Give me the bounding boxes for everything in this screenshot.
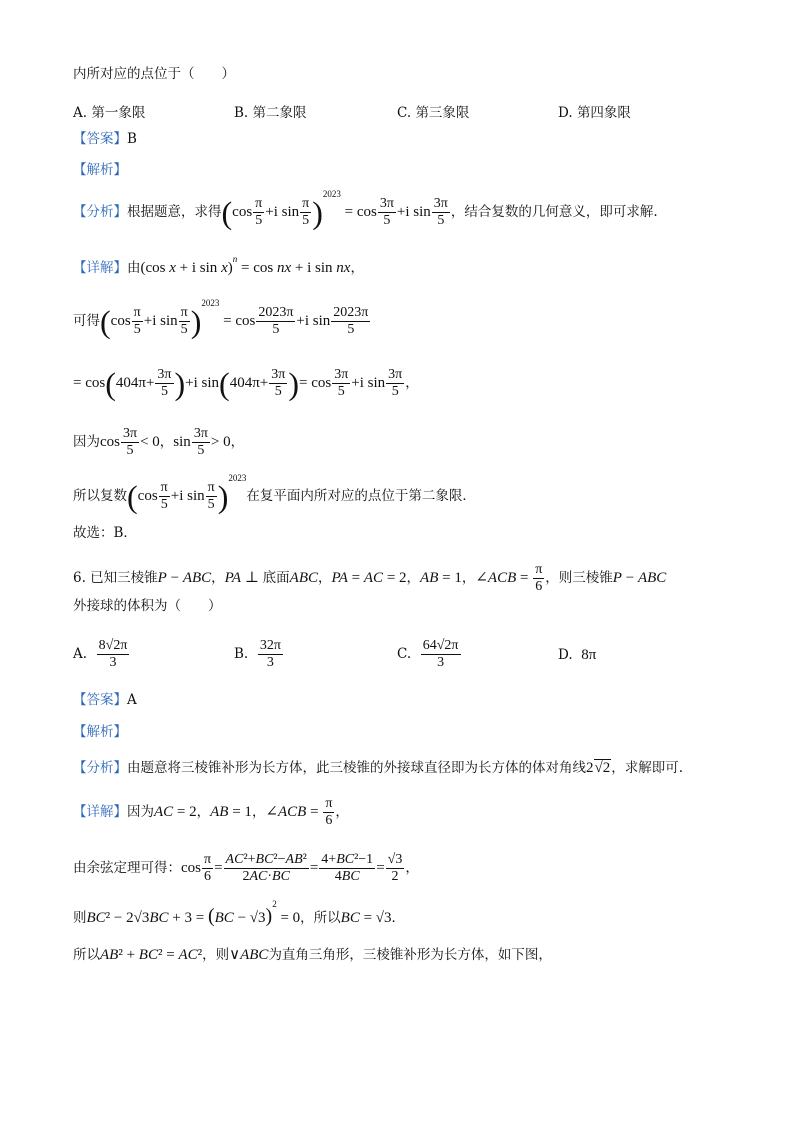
q6-cosine: 由余弦定理可得：cos $\frac{\pi}{6}$ = $\frac{\text{AC²+BC²−AB²}}{2AC\cdot BC}$ = $\frac{\text{4+BC²−1}}{4BC}$ = $\frac{√3}{2}$ ， bbox=[73, 852, 419, 885]
q6-fenxi: 【分析】由题意将三棱锥补形为长方体，此三棱锥的外接球直径即为长方体的体对角线2√2，求解即可. bbox=[73, 760, 684, 776]
q5-stem-tail: 内所对应的点位于（ ） bbox=[73, 66, 235, 82]
q5-option-c: C. 第三象限 bbox=[397, 105, 470, 121]
q6-analysis-label: 【解析】 bbox=[73, 724, 127, 740]
q6-option-d: D. 8π bbox=[558, 647, 597, 663]
q5-option-a: A. 第一象限 bbox=[73, 105, 146, 121]
q5-suoyi: 所以复数(cos $\frac{\pi}{5}$ +i sin $\frac{\pi}{5}$ )$^{2023}$在复平面内所对应的点位于第二象限． bbox=[73, 473, 476, 515]
q5-xiangjie: 【详解】由(cos x + i sin x)$^n$ = cos nx + i sin nx， bbox=[73, 254, 364, 276]
q5-option-b: B. 第二象限 bbox=[234, 105, 307, 121]
q5-fenxi: 【分析】根据题意，求得(cos $\frac{\pi}{5}$ +i sin $\frac{\pi}{5}$ )$^{2023}$ = cos $\frac{3\pi}{5}$ +i sin $\frac{3\pi}{5}$ ，结合复数的几何意义，即可求解. bbox=[73, 189, 658, 231]
q6-option-a: A. $\frac{8√2\pi}{3}$ bbox=[73, 638, 128, 671]
q6-option-c: C. $\frac{64√2\pi}{3}$ bbox=[397, 638, 459, 671]
q5-kede: 可得(cos $\frac{\pi}{5}$ +i sin $\frac{\pi}{5}$ )$^{2023}$ = cos $\frac{2023\pi}{5}$ +i sin $\frac{2023\pi}{5}$ bbox=[73, 298, 369, 340]
q5-analysis-label: 【解析】 bbox=[73, 162, 127, 178]
q6-xiangjie: 【详解】因为AC = 2，AB = 1，∠ACB = $\frac{\pi}{6}$ ， bbox=[73, 796, 349, 829]
q5-option-d: D. 第四象限 bbox=[558, 105, 631, 121]
q5-yinwei: 因为cos $\frac{3\pi}{5}$ < 0，sin $\frac{3\pi}{5}$ > 0， bbox=[73, 426, 245, 459]
q6-stem-line2: 外接球的体积为（ ） bbox=[73, 598, 222, 614]
q6-stem-line1: 6. 已知三棱锥P − ABC，PA ⊥ 底面ABC，PA = AC = 2，AB = 1，∠ACB = $\frac{\pi}{6}$ ，则三棱锥P − ABC bbox=[73, 562, 667, 595]
q5-guxuan: 故选：B． bbox=[73, 525, 137, 541]
q5-simplify: = cos(404π+ $\frac{3\pi}{5}$ )+i sin(404π+ $\frac{3\pi}{5}$ )= cos $\frac{3\pi}{5}$ +i sin $\frac{3\pi}{5}$ ， bbox=[73, 365, 419, 402]
q6-option-b: B. $\frac{32\pi}{3}$ bbox=[234, 638, 281, 671]
q6-last: 所以AB² + BC² = AC²，则∨ABC为直角三角形，三棱锥补形为长方体，如下图， bbox=[73, 947, 552, 963]
q6-answer: 【答案】A bbox=[73, 692, 137, 708]
q5-answer: 【答案】B bbox=[73, 131, 137, 147]
q6-then: 则BC² − 2√3BC + 3 = (BC − √3)$^2$ = 0，所以BC = √3． bbox=[73, 899, 406, 927]
